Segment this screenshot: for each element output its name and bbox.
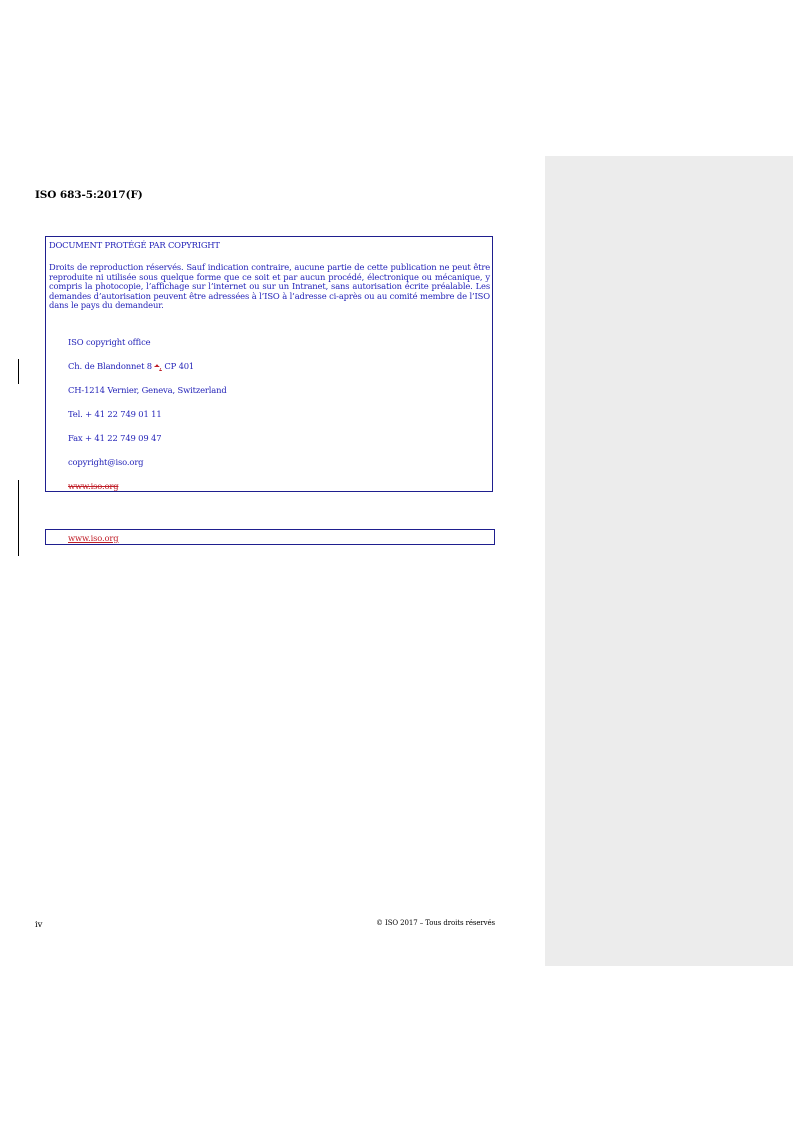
- website-box: [45, 529, 495, 545]
- comment-pane-header: [545, 156, 793, 182]
- address-street-line: [68, 361, 194, 371]
- address-city: CH-1214 Vernier, Geneva, Switzerland: [68, 385, 227, 395]
- copyright-title: DOCUMENT PROTÉGÉ PAR COPYRIGHT: [49, 240, 220, 250]
- office-name: ISO copyright office: [68, 337, 151, 347]
- inserted-website-link[interactable]: www.iso.org: [68, 533, 119, 543]
- change-bar: [18, 359, 19, 384]
- change-bar: [18, 480, 19, 556]
- inserted-comma: ,: [159, 361, 162, 371]
- page-number: iv: [35, 919, 43, 929]
- deleted-bullet: •: [154, 361, 160, 371]
- copyright-notice-box: [45, 236, 493, 492]
- address-street: Ch. de Blandonnet 8: [68, 361, 152, 371]
- footer-copyright: © ISO 2017 – Tous droits réservés: [376, 919, 496, 927]
- document-header: ISO 683-5:2017(F): [35, 189, 143, 201]
- comment-pane: [545, 156, 793, 966]
- email: copyright@iso.org: [68, 457, 144, 467]
- copyright-paragraph: Droits de reproduction réservés. Sauf indication contraire, aucune partie de cette publication ne peut être reproduite ni utilisée sous quelque forme que ce soit et par aucun procédé, électronique ou mécanique, y compris la photocopie, l’affichage sur l’internet ou sur un Intranet, sans autorisation écrite préalable. Les demandes d’autorisation peuvent être adressées à l’ISO à l’adresse ci-après ou au comité membre de l’ISO dans le pays du demandeur.: [49, 262, 490, 311]
- address-cp: CP 401: [161, 361, 195, 371]
- telephone: Tel. + 41 22 749 01 11: [68, 409, 162, 419]
- fax: Fax + 41 22 749 09 47: [68, 433, 162, 443]
- deleted-website-link: www.iso.org: [68, 481, 119, 491]
